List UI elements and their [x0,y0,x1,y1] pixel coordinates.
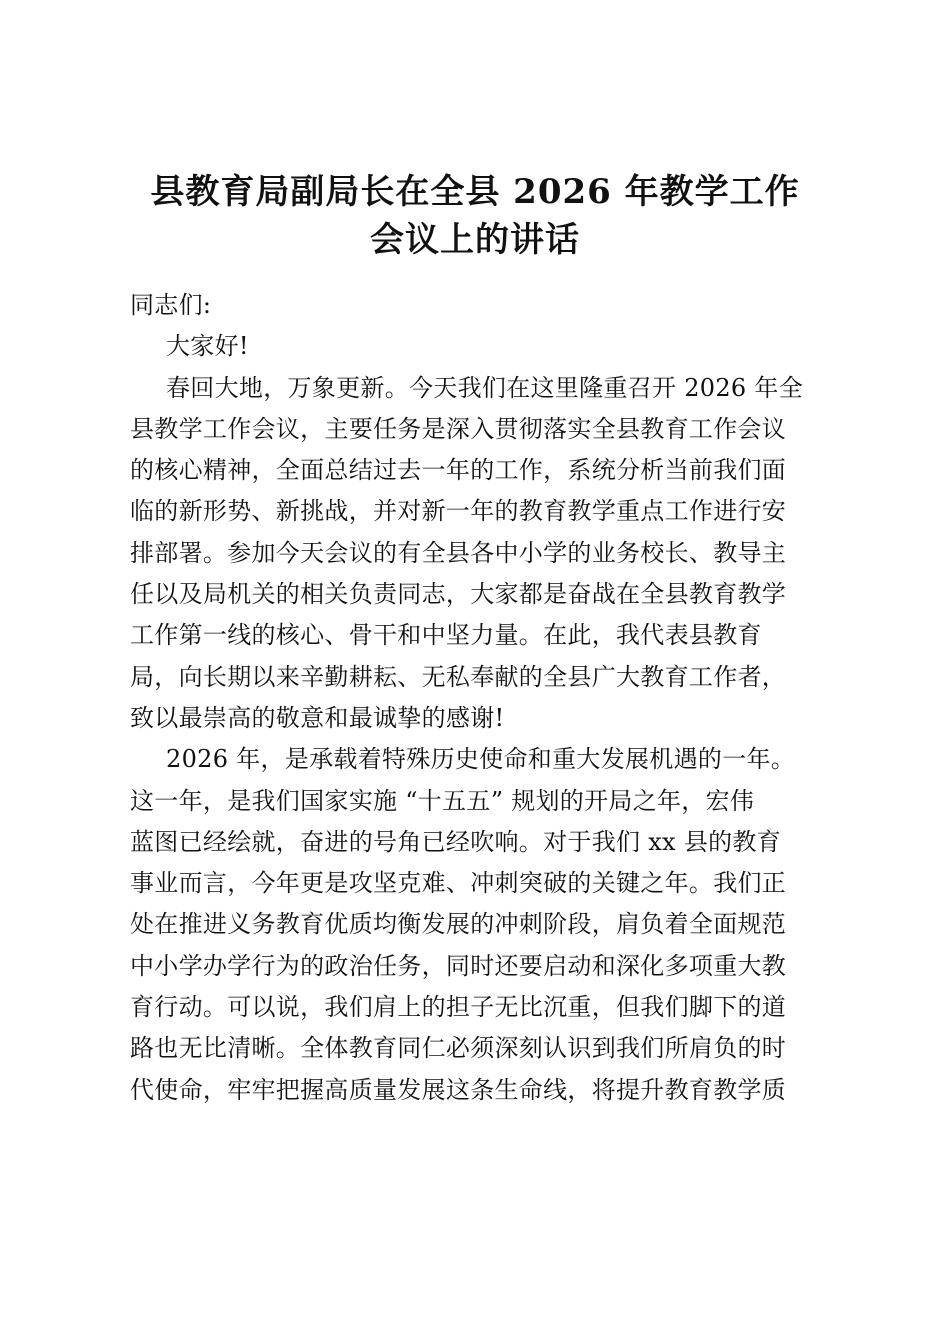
paragraph-line: 的核心精神，全面总结过去一年的工作，系统分析当前我们面 [130,456,787,485]
paragraph-line: 事业而言，今年更是攻坚克难、冲刺突破的关键之年。我们正 [130,869,787,898]
paragraph-line: 致以最崇高的敬意和最诚挚的感谢! [130,703,505,732]
paragraph-line: 蓝图已经绘就，奋进的号角已经吹响。对于我们 xx 县的教育 [130,827,782,856]
paragraph-line: 县教学工作会议，主要任务是深入贯彻落实全县教育工作会议 [130,414,787,443]
salutation: 同志们: [130,291,212,319]
paragraph-line: 这一年，是我们国家实施 “十五五” 规划的开局之年，宏伟 [130,786,755,815]
paragraph-line: 任以及局机关的相关负责同志，大家都是奋战在全县教育教学 [130,580,787,609]
document-title [100,168,850,264]
paragraph-line: 育行动。可以说，我们肩上的担子无比沉重，但我们脚下的道 [130,993,787,1022]
document-body [130,285,830,1111]
paragraph-2 [130,739,830,1111]
paragraph-1 [130,368,830,740]
paragraph-line: 2026 年，是承载着特殊历史使命和重大发展机遇的一年。 [166,745,796,774]
paragraph-line: 路也无比清晰。全体教育同仁必须深刻认识到我们所肩负的时 [130,1034,787,1063]
paragraph-line: 局，向长期以来辛勤耕耘、无私奉献的全县广大教育工作者， [130,662,787,691]
paragraph-line: 春回大地，万象更新。今天我们在这里隆重召开 2026 年全 [166,373,804,402]
paragraph-line: 排部署。参加今天会议的有全县各中小学的业务校长、教导主 [130,538,787,567]
title-line: 县教育局副局长在全县 2026 年教学工作 [150,172,800,212]
paragraph-line: 代使命，牢牢把握高质量发展这条生命线，将提升教育教学质 [130,1075,787,1104]
title-line: 会议上的讲话 [370,220,580,260]
greeting: 大家好! [166,332,249,361]
paragraph-line: 工作第一线的核心、骨干和中坚力量。在此，我代表县教育 [130,621,762,650]
paragraph-line: 中小学办学行为的政治任务，同时还要启动和深化多项重大教 [130,951,787,980]
paragraph-line: 临的新形势、新挑战，并对新一年的教育教学重点工作进行安 [130,497,787,526]
paragraph-line: 处在推进义务教育优质均衡发展的冲刺阶段，肩负着全面规范 [130,910,787,939]
